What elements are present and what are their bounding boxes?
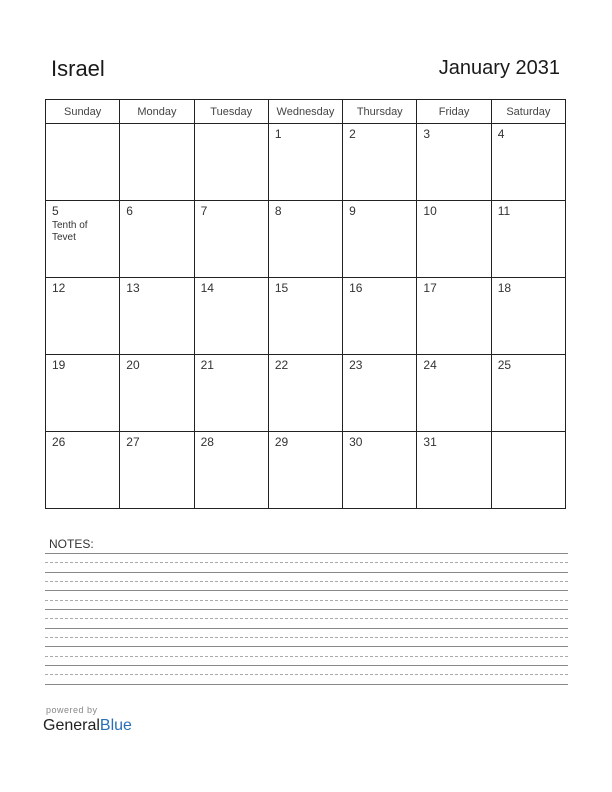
day-cell-15[interactable]: [268, 278, 342, 355]
day-number: 16: [349, 281, 363, 295]
notes-guide-line: [45, 618, 568, 619]
notes-label: NOTES:: [49, 537, 94, 551]
day-cell-26[interactable]: [46, 432, 120, 509]
notes-guide-line: [45, 637, 568, 638]
day-cell-5[interactable]: [46, 201, 120, 278]
day-number: 12: [52, 281, 66, 295]
generalblue-logo[interactable]: [43, 717, 132, 735]
day-cell-3[interactable]: [417, 124, 491, 201]
week-row: [46, 432, 566, 509]
calendar-grid: [45, 99, 566, 509]
country-title: Israel: [51, 56, 105, 81]
day-cell-12[interactable]: [46, 278, 120, 355]
day-number: 13: [126, 281, 140, 295]
month-year-title: January 2031: [438, 57, 560, 79]
notes-guide-line: [45, 581, 568, 582]
week-row: [46, 278, 566, 355]
notes-guide-line: [45, 562, 568, 563]
brand-general: General: [43, 717, 100, 734]
day-number: 5: [52, 204, 59, 218]
day-number: 29: [274, 435, 289, 449]
day-number: 19: [52, 358, 66, 372]
holiday-label: Tenth of Tevet: [52, 220, 88, 243]
day-number: 24: [423, 358, 437, 372]
day-cell-8[interactable]: [268, 201, 342, 278]
weekday-header-row: [46, 100, 566, 124]
day-number: 9: [349, 204, 356, 218]
notes-line: [45, 590, 568, 591]
day-number: 8: [274, 204, 282, 218]
day-number: 10: [423, 204, 437, 218]
empty-day-cell[interactable]: [491, 432, 565, 509]
day-cell-24[interactable]: [417, 355, 491, 432]
day-cell-1[interactable]: [268, 124, 342, 201]
day-cell-18[interactable]: [491, 278, 565, 355]
weekday-wednesday: Wednesday: [268, 100, 342, 124]
day-cell-20[interactable]: [120, 355, 194, 432]
notes-guide-line: [45, 656, 568, 657]
day-number: 4: [497, 127, 505, 141]
weekday-thursday: Thursday: [343, 100, 417, 124]
day-number: 17: [423, 281, 437, 295]
day-number: 3: [423, 127, 431, 141]
day-cell-7[interactable]: [194, 201, 268, 278]
day-cell-14[interactable]: [194, 278, 268, 355]
day-cell-28[interactable]: [194, 432, 268, 509]
notes-line: [45, 646, 568, 647]
day-cell-29[interactable]: [268, 432, 342, 509]
day-number: 28: [200, 435, 214, 449]
day-cell-17[interactable]: [417, 278, 491, 355]
day-cell-30[interactable]: [343, 432, 417, 509]
day-number: 1: [274, 127, 282, 141]
weekday-tuesday: Tuesday: [194, 100, 268, 124]
notes-line: [45, 628, 568, 629]
day-cell-10[interactable]: [417, 201, 491, 278]
notes-line: [45, 665, 568, 666]
empty-day-cell[interactable]: [46, 124, 120, 201]
notes-guide-line: [45, 674, 568, 675]
day-cell-31[interactable]: [417, 432, 491, 509]
day-cell-21[interactable]: [194, 355, 268, 432]
week-row: [46, 355, 566, 432]
day-cell-6[interactable]: [120, 201, 194, 278]
brand-blue: Blue: [99, 717, 132, 734]
day-number: 6: [126, 204, 133, 218]
day-number: 27: [126, 435, 140, 449]
notes-line: [45, 609, 568, 610]
day-number: 30: [349, 435, 363, 449]
day-number: 15: [274, 281, 289, 295]
notes-guide-line: [45, 600, 568, 601]
day-cell-11[interactable]: [491, 201, 565, 278]
notes-line: [45, 553, 568, 554]
week-row: [46, 124, 566, 201]
day-number: 21: [200, 358, 214, 372]
day-number: 31: [423, 435, 437, 449]
weekday-saturday: Saturday: [491, 100, 565, 124]
day-cell-27[interactable]: [120, 432, 194, 509]
day-cell-23[interactable]: [343, 355, 417, 432]
day-cell-9[interactable]: [343, 201, 417, 278]
notes-line: [45, 684, 568, 685]
day-cell-19[interactable]: [46, 355, 120, 432]
day-number: 22: [274, 358, 289, 372]
weekday-friday: Friday: [417, 100, 491, 124]
day-cell-13[interactable]: [120, 278, 194, 355]
day-number: 2: [349, 127, 356, 141]
day-number: 18: [497, 281, 512, 295]
day-cell-4[interactable]: [491, 124, 565, 201]
empty-day-cell[interactable]: [120, 124, 194, 201]
day-number: 7: [200, 204, 208, 218]
notes-line: [45, 572, 568, 573]
day-number: 23: [349, 358, 363, 372]
powered-by-text: powered by: [46, 705, 98, 715]
day-number: 11: [497, 204, 511, 218]
day-number: 25: [497, 358, 512, 372]
day-cell-2[interactable]: [343, 124, 417, 201]
day-number: 26: [52, 435, 66, 449]
day-cell-22[interactable]: [268, 355, 342, 432]
day-cell-25[interactable]: [491, 355, 565, 432]
weekday-sunday: Sunday: [46, 100, 120, 124]
weekday-monday: Monday: [120, 100, 194, 124]
day-number: 14: [200, 281, 214, 295]
empty-day-cell[interactable]: [194, 124, 268, 201]
day-cell-16[interactable]: [343, 278, 417, 355]
day-number: 20: [126, 358, 140, 372]
week-row: [46, 201, 566, 278]
